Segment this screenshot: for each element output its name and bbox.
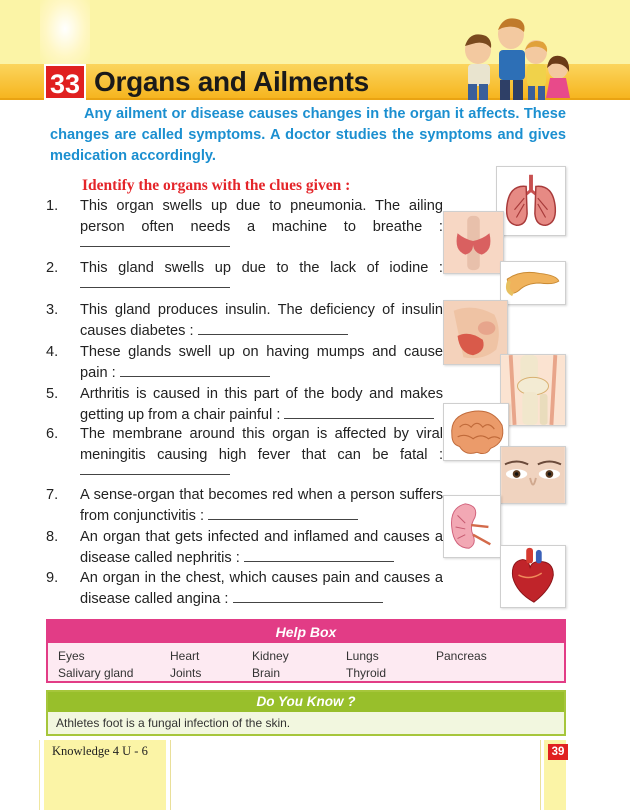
answer-line[interactable]	[284, 407, 434, 419]
question-2	[46, 258, 443, 288]
question-text: causes diabetes :	[80, 323, 194, 339]
help-word: Eyes	[58, 649, 85, 663]
question-number: 5.	[46, 386, 59, 402]
question-text: This organ swells up due to pneumonia. The ailing	[80, 198, 443, 214]
intro-text: Any ailment or disease causes changes in the organ it affects. These changes are called symptoms. A doctor studies the symptoms and gives medication accordingly.	[50, 106, 566, 164]
question-number: 9.	[46, 570, 59, 586]
eyes-image	[500, 446, 566, 504]
kidney-image	[443, 495, 501, 558]
intro-paragraph	[50, 104, 566, 167]
question-text: disease called nephritis :	[80, 550, 240, 566]
footer-margin-strip	[0, 740, 40, 810]
page-number: 39	[548, 744, 568, 760]
answer-line[interactable]	[233, 591, 383, 603]
question-5	[46, 384, 443, 426]
help-word: Joints	[170, 666, 202, 680]
footer-divider	[540, 740, 541, 810]
question-6	[46, 424, 443, 475]
question-text: pain :	[80, 365, 116, 381]
answer-line[interactable]	[120, 365, 270, 377]
answer-line[interactable]	[80, 246, 443, 247]
help-word: Salivary gland	[58, 666, 134, 680]
help-box	[46, 619, 566, 683]
answer-line[interactable]	[80, 287, 443, 288]
knee-joint-image	[500, 354, 566, 426]
question-4	[46, 342, 443, 384]
question-7	[46, 485, 443, 527]
do-you-know-title: Do You Know ?	[48, 692, 564, 712]
pancreas-image	[500, 261, 566, 305]
question-1	[46, 196, 443, 247]
children-illustration	[456, 10, 572, 102]
question-number: 7.	[46, 487, 59, 503]
chapter-title: Organs and Ailments	[94, 66, 369, 97]
answer-line[interactable]	[244, 550, 394, 562]
help-word: Heart	[170, 649, 200, 663]
question-text: A sense-organ that becomes red when a person suffers	[80, 487, 443, 503]
question-text: An organ that gets infected and inflamed and causes a	[80, 529, 443, 545]
question-number: 6.	[46, 426, 59, 442]
salivary-gland-image	[443, 300, 508, 365]
thyroid-image	[443, 211, 504, 274]
help-box-title: Help Box	[48, 621, 564, 643]
lungs-image	[496, 166, 566, 236]
help-word: Kidney	[252, 649, 289, 663]
question-3	[46, 300, 443, 342]
heart-image	[500, 545, 566, 608]
question-text: disease called angina :	[80, 591, 229, 607]
footer-divider	[170, 740, 171, 810]
chapter-number: 33	[44, 64, 86, 100]
question-text: An organ in the chest, which causes pain and causes a	[80, 570, 443, 586]
question-number: 8.	[46, 529, 59, 545]
help-word: Brain	[252, 666, 281, 680]
question-number: 4.	[46, 344, 59, 360]
instruction-heading: Identify the organs with the clues given :	[82, 177, 351, 194]
question-9	[46, 568, 443, 610]
help-word: Thyroid	[346, 666, 387, 680]
book-name: Knowledge 4 U - 6	[52, 744, 148, 758]
question-text: These glands swell up on having mumps and cause	[80, 344, 443, 360]
question-text: from conjunctivitis :	[80, 508, 205, 524]
question-number: 3.	[46, 302, 59, 318]
help-word: Pancreas	[436, 649, 487, 663]
question-text: Arthritis is caused in this part of the body and makes	[80, 386, 443, 402]
glow-decoration	[40, 0, 90, 64]
question-number: 2.	[46, 260, 59, 276]
question-text: This gland produces insulin. The deficiency of insulin	[80, 302, 443, 318]
do-you-know-box	[46, 690, 566, 736]
question-text: person often needs a machine to breathe :	[80, 219, 443, 235]
question-text: getting up from a chair painful :	[80, 407, 281, 423]
answer-line[interactable]	[80, 474, 443, 475]
answer-line[interactable]	[208, 508, 358, 520]
question-text: The membrane around this organ is affected by viral	[80, 426, 443, 442]
help-word: Lungs	[346, 649, 379, 663]
question-8	[46, 527, 443, 569]
question-text: meningitis causing high fever that can be fatal :	[80, 447, 443, 463]
question-number: 1.	[46, 198, 59, 214]
question-text: This gland swells up due to the lack of iodine :	[80, 260, 443, 276]
do-you-know-text: Athletes foot is a fungal infection of the skin.	[56, 716, 291, 730]
answer-line[interactable]	[198, 323, 348, 335]
